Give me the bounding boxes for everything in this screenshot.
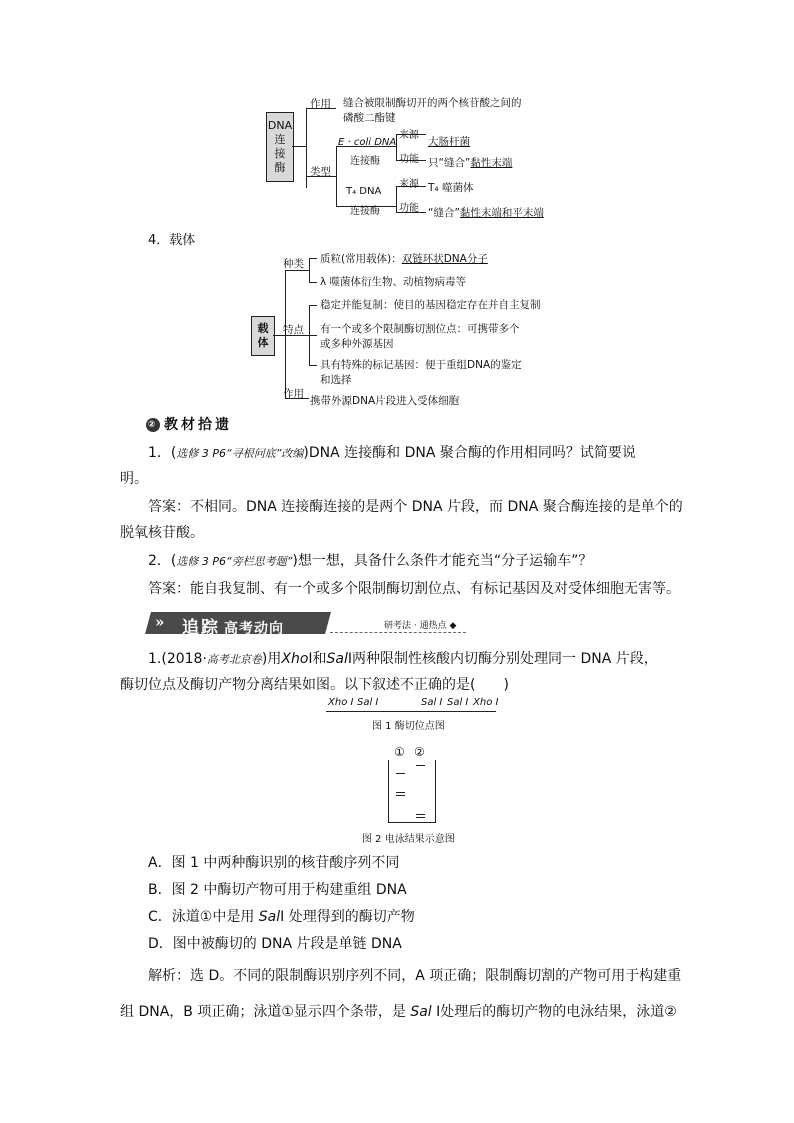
connector [292,146,306,147]
t4-function: “缝合”黏性末端和平末端 [428,207,544,219]
divider [330,632,466,633]
analysis-line-1: 解析：选 D。不同的限制酶识别序列不同，A 项正确；限制酶切割的产物可用于构建重 [148,968,682,984]
feature-3-line2: 和选择 [320,374,352,386]
section-badge: ② [147,420,159,430]
t4-name: T₄ DNA [346,186,382,197]
answer-1: 答案：不相同。DNA 连接酶连接的是两个 DNA 片段，而 DNA 聚合酶连接的是单个的 [148,499,683,515]
option-a: A．图 1 中两种酶识别的核苷酸序列不同 [148,855,400,871]
connector [336,146,337,206]
connector [309,365,317,366]
gel-band [416,814,425,815]
feature-2-line1: 有一个或多个限制酶切割位点：可携带多个 [320,323,520,335]
function-text-1: 缝合被限制酶切开的两个核苷酸之间的 [343,97,522,109]
ecoli-function: 只“缝合”黏性末端 [428,157,513,169]
features-label: 特点 [283,324,304,336]
gel-band [396,773,405,774]
gel-band [416,817,425,818]
feature-1: 稳定并能复制：使目的基因稳定存在并自主复制 [320,299,541,311]
question-stem-2: 酶切位点及酶切产物分离结果如图。以下叙述不正确的是( ) [120,677,509,693]
question-1: 1．(选修 3 P6“寻根问底”改编)DNA 连接酶和 DNA 聚合酶的作用相同吗？试简要说 [148,445,636,461]
function-text-2: 磷酸二酯键 [343,112,396,124]
connector [396,186,397,212]
ecoli-name-2: 连接酶 [350,156,380,167]
t4-function-label: 功能 [399,203,419,214]
question-1-line2: 明。 [120,471,148,487]
fig1-site-3: Sal Ⅰ [421,697,443,708]
dna-fragment-line [326,711,496,712]
use-text: 携带外源DNA片段进入受体细胞 [310,395,460,407]
kind-1: 质粒(常用载体)：双链环状DNA分子 [320,253,488,265]
question-stem-1: 1.(2018·高考北京卷)用XhoⅠ和SalⅠ两种限制性核酸内切酶分别处理同一 DNA 片段， [148,651,658,667]
t4-name-2: 连接酶 [350,206,380,217]
connector [309,258,310,282]
vector-heading: 4．载体 [148,233,196,248]
function-label: 作用 [310,98,331,110]
chevron-right-icon: » [155,613,165,631]
feature-3-line1: 具有特殊的标记基因：便于重组DNA的鉴定 [320,359,522,371]
question-2: 2．(选修 3 P6“旁栏思考题”)想一想，具备什么条件才能充当“分子运输车”？ [148,553,593,569]
connector [309,335,317,336]
option-d: D．图中被酶切的 DNA 片段是单链 DNA [148,936,402,952]
fig1-site-4: Sal Ⅰ [447,697,469,708]
gel-band [396,795,405,796]
kind-2: λ 噬菌体衍生物、动植物病毒等 [320,276,467,288]
kinds-label: 种类 [283,258,304,270]
t4-source: T₄ 噬菌体 [428,182,474,194]
fig1-site-1: Xho Ⅰ [328,697,354,708]
ecoli-source-label: 来源 [399,130,419,141]
t4-source-label: 来源 [399,179,419,190]
fig1-site-2: Sal Ⅰ [357,697,379,708]
answer-2: 答案：能自我复制、有一个或多个限制酶切割位点、有标记基因及对受体细胞无害等。 [148,581,680,597]
tracking-title: 追踪 高考动向 [182,618,284,638]
connector [309,305,317,306]
fig2-lane-1: ① [394,745,405,759]
use-label: 作用 [283,388,304,400]
answer-1-line2: 脱氧核苷酸。 [120,525,204,541]
analysis-line-2: 组 DNA，B 项正确；泳道①显示四个条带，是 Sal Ⅰ处理后的酶切产物的电泳结果，泳道② [120,1004,677,1020]
option-c: C．泳道①中是用 SalⅠ 处理得到的酶切产物 [148,909,415,925]
ecoli-function-label: 功能 [399,154,419,165]
ecoli-name: E · coli DNA [338,137,397,148]
fig1-site-5: Xho Ⅰ [473,697,499,708]
dna-ligase-box: DNA 连 接 酶 [266,112,294,182]
connector [309,258,317,259]
type-label: 类型 [310,166,331,178]
gel-band [396,792,405,793]
fig2-caption: 图 2 电泳结果示意图 [362,834,455,845]
fig2-lane-2: ② [414,745,425,759]
feature-2-line2: 或多种外源基因 [320,338,394,350]
ecoli-source: 大肠杆菌 [428,136,470,148]
connector [309,282,317,283]
connector [396,134,397,160]
option-b: B．图 2 中酶切产物可用于构建重组 DNA [148,882,407,898]
fig1-caption: 图 1 酶切位点图 [372,721,445,732]
vector-box: 载 体 [251,316,275,356]
tracking-right-text: 研考法 · 通热点 ◆ [384,621,457,631]
gel-band [416,765,425,766]
textbook-heading: ② 教材拾遗 [147,417,232,433]
